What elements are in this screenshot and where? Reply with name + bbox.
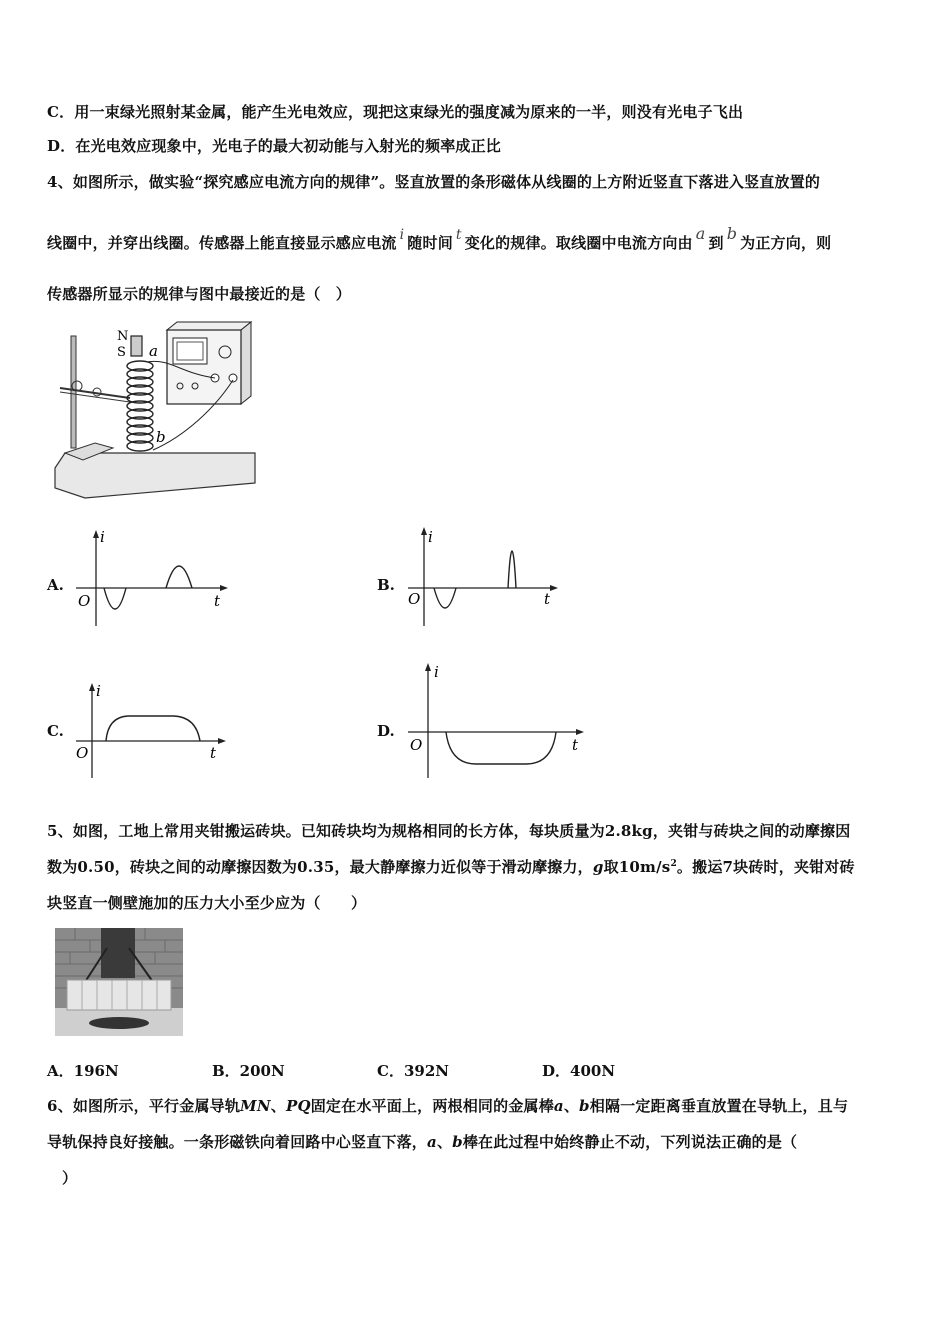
option-d-label: D. bbox=[377, 722, 395, 740]
option-b-label: B. bbox=[377, 576, 395, 594]
q6-text: 固定在水平面上，两根相同的金属棒 bbox=[310, 1097, 554, 1115]
q5-stem-line1: 5、如图，工地上常用夹钳搬运砖块。已知砖块均为规格相同的长方体，每块质量为2.8kg，夹钳与砖块之间的动摩擦因 bbox=[47, 822, 851, 840]
q6-text: 、 bbox=[436, 1133, 453, 1151]
symbol-a: a bbox=[553, 1097, 564, 1115]
q5-text: 。搬运7块砖时，夹钳对砖 bbox=[676, 858, 855, 876]
option-c-label: C. bbox=[47, 722, 64, 740]
symbol-a: a bbox=[695, 224, 706, 243]
q3-option-c: C．用一束绿光照射某金属，能产生光电效应，现把这束绿光的强度减为原来的一半，则没有光电子飞出 bbox=[47, 103, 744, 121]
q5-stem-line3: 块竖直一侧壁施加的压力大小至少应为（ ） bbox=[47, 894, 367, 912]
symbol-i: i bbox=[399, 227, 405, 243]
q4-apparatus-diagram bbox=[55, 318, 255, 503]
symbol-b: b bbox=[579, 1097, 590, 1115]
axis-i-label: i bbox=[100, 528, 105, 546]
q6-text: 、 bbox=[563, 1097, 580, 1115]
symbol-mn: MN bbox=[240, 1097, 271, 1115]
label-a: a bbox=[149, 342, 158, 360]
label-b: b bbox=[156, 428, 166, 446]
label-n: N bbox=[117, 329, 129, 344]
q5-answer-d[interactable]: D．400N bbox=[542, 1062, 616, 1080]
q5-text: 取10m/s bbox=[603, 858, 671, 876]
option-a-label: A. bbox=[47, 576, 64, 594]
q6-stem-line2 bbox=[47, 1131, 797, 1152]
q5-answer-c[interactable]: C．392N bbox=[377, 1062, 449, 1080]
coil bbox=[127, 361, 153, 451]
q5-text: 数为0.50，砖块之间的动摩擦因数为0.35，最大静摩擦力近似等于滑动摩擦力， bbox=[47, 858, 593, 876]
axis-t-label: t bbox=[214, 592, 221, 610]
graph-c[interactable] bbox=[72, 680, 232, 780]
axis-t-label: t bbox=[572, 736, 579, 754]
q5-stem-line2 bbox=[47, 856, 855, 877]
symbol-g: g bbox=[592, 858, 604, 876]
q4-stem-line2 bbox=[47, 224, 832, 253]
axis-t-label: t bbox=[210, 744, 217, 762]
q6-text: 6、如图所示，平行金属导轨 bbox=[47, 1097, 241, 1115]
q5-answer-a[interactable]: A．196N bbox=[47, 1062, 119, 1080]
symbol-b: b bbox=[452, 1133, 463, 1151]
symbol-a: a bbox=[427, 1133, 437, 1151]
current-sensor bbox=[167, 322, 251, 404]
q4-stem-line1: 4、如图所示，做实验“探究感应电流方向的规律”。竖直放置的条形磁体从线圈的上方附近竖直下落进入竖直放置的 bbox=[47, 173, 821, 191]
axis-t-label: t bbox=[544, 590, 551, 608]
q6-text: 导轨保持良好接触。一条形磁铁向着回路中心竖直下落， bbox=[47, 1133, 428, 1151]
graph-b[interactable] bbox=[404, 524, 564, 628]
q6-text: 棒在此过程中始终静止不动，下列说法正确的是（ bbox=[462, 1133, 798, 1151]
q4-stem-line3: 传感器所显示的规律与图中最接近的是（ ） bbox=[47, 285, 352, 303]
graph-d[interactable] bbox=[404, 660, 594, 780]
q4-text: 到 bbox=[708, 234, 724, 252]
origin-label: O bbox=[410, 736, 423, 754]
q3-option-d: D．在光电效应现象中，光电子的最大初动能与入射光的频率成正比 bbox=[47, 137, 502, 155]
symbol-t: t bbox=[455, 227, 462, 243]
q4-text: 随时间 bbox=[407, 234, 453, 252]
origin-label: O bbox=[76, 744, 89, 762]
q6-stem-line3: ） bbox=[62, 1169, 78, 1187]
graph-a[interactable] bbox=[72, 528, 232, 628]
symbol-b: b bbox=[726, 224, 738, 243]
axis-i-label: i bbox=[428, 528, 433, 546]
q4-text: 为正方向，则 bbox=[740, 234, 832, 252]
q6-text: 相隔一定距离垂直放置在导轨上，且与 bbox=[589, 1097, 849, 1115]
q6-stem-line1 bbox=[47, 1095, 848, 1116]
symbol-pq: PQ bbox=[285, 1097, 311, 1115]
origin-label: O bbox=[408, 590, 421, 608]
axis-i-label: i bbox=[96, 682, 101, 700]
superscript-2: 2 bbox=[670, 859, 677, 869]
axis-i-label: i bbox=[434, 663, 439, 681]
q4-text: 变化的规律。取线圈中电流方向由 bbox=[464, 234, 693, 252]
bar-magnet bbox=[131, 336, 142, 356]
label-s: S bbox=[117, 345, 126, 360]
q5-answer-b[interactable]: B．200N bbox=[212, 1062, 285, 1080]
q4-text: 线圈中，并穿出线圈。传感器上能直接显示感应电流 bbox=[47, 234, 397, 252]
origin-label: O bbox=[78, 592, 91, 610]
q6-text: 、 bbox=[270, 1097, 286, 1115]
brick-clamp-photo bbox=[55, 928, 183, 1036]
